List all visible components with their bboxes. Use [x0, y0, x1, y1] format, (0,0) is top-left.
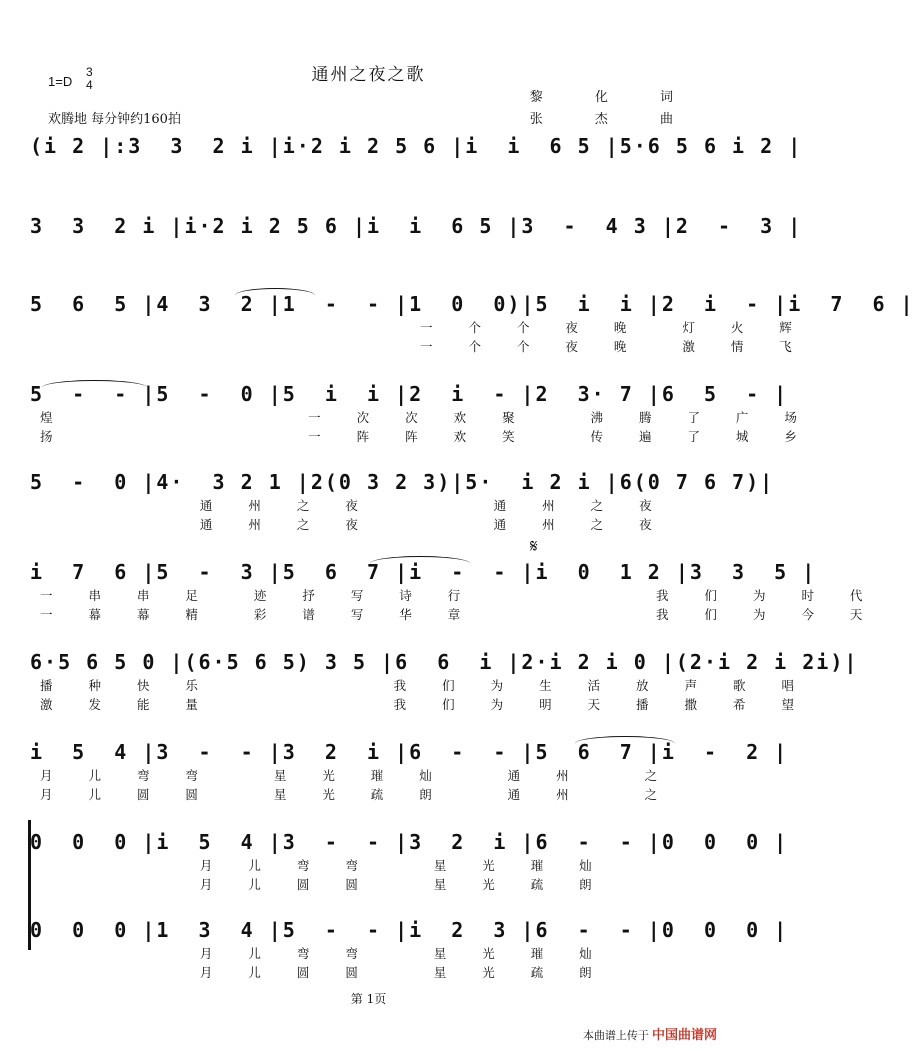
segno-icon: 𝄋	[530, 536, 538, 557]
tie-mark	[370, 556, 470, 571]
notation-notes: 0 0 0 |1 3 4 |5 - - |i 2 3 |6 - - |0 0 0 |	[30, 918, 789, 942]
tempo-marking: 欢腾地 每分钟约160拍	[48, 112, 181, 127]
lyrics-verse-1: 月 儿 弯 弯 星 光 璀 灿	[140, 858, 608, 873]
lyrics-verse-2: 扬 一 阵 阵 欢 笑 传 遍 了 城 乡	[40, 429, 813, 444]
notation-notes: (i 2 |:3 3 2 i |i·2 i 2 5 6 |i i 6 5 |5·6 5 6 i 2 |	[30, 134, 803, 158]
meter-top: 3	[86, 65, 93, 79]
lyrics-verse-2: 月 儿 圆 圆 星 光 疏 朗	[140, 965, 608, 980]
time-signature	[86, 66, 93, 92]
lyricist-credit: 黎 化 词	[529, 90, 697, 105]
notation-line	[30, 830, 789, 892]
tie-mark	[235, 288, 315, 303]
lyrics-verse-1: 月 儿 弯 弯 星 光 璀 灿	[140, 946, 608, 961]
notation-notes: 5 - 0 |4· 3 2 1 |2(0 3 2 3)|5· i 2 i |6(0 7 6 7)|	[30, 470, 775, 494]
tie-mark	[575, 736, 675, 751]
key-signature: 1=D	[48, 74, 73, 89]
notation-line	[30, 650, 859, 712]
lyrics-verse-2: 月 儿 圆 圆 星 光 疏 朗	[140, 877, 608, 892]
upload-note	[583, 1024, 717, 1043]
notation-line	[30, 134, 803, 174]
lyrics-verse-2: 一 个 个 夜 晚 激 情 飞	[420, 339, 808, 354]
notation-line	[30, 560, 879, 622]
composer-credit: 张 杰 曲	[529, 112, 697, 127]
lyrics-verse-1: 一 个 个 夜 晚 灯 火 辉	[420, 320, 808, 335]
lyrics-verse-2: 月 儿 圆 圆 星 光 疏 朗 通 州 之	[40, 787, 674, 802]
notation-notes: 6·5 6 5 0 |(6·5 6 5) 3 5 |6 6 i |2·i 2 i 0 |(2·i 2 i 2i)|	[30, 650, 859, 674]
lyrics-verse-2: 一 幕 幕 精 彩 谱 写 华 章 我 们 为 今 天	[40, 607, 879, 622]
notation-notes: 0 0 0 |i 5 4 |3 - - |3 2 i |6 - - |0 0 0 |	[30, 830, 789, 854]
notation-line	[30, 470, 775, 532]
tie-mark	[42, 380, 147, 395]
notation-line	[30, 292, 915, 354]
page-number: 第 1页	[350, 992, 387, 1006]
song-title: 通州之夜之歌	[311, 65, 426, 85]
lyrics-verse-1: 播 种 快 乐 我 们 为 生 活 放 声 歌 唱	[40, 678, 810, 693]
notation-notes: i 7 6 |5 - 3 |5 6 7 |i - - |i 0 1 2 |3 3 5 |	[30, 560, 817, 584]
notation-notes: 3 3 2 i |i·2 i 2 5 6 |i i 6 5 |3 - 4 3 |2 - 3 |	[30, 214, 803, 238]
lyrics-verse-1: 通 州 之 夜 通 州 之 夜	[140, 498, 668, 513]
notation-line	[30, 918, 789, 980]
lyrics-verse-2: 通 州 之 夜 通 州 之 夜	[140, 517, 668, 532]
meter-bottom: 4	[86, 78, 93, 92]
site-logo[interactable]: 中国曲谱网	[651, 1027, 717, 1042]
notation-notes: 5 6 5 |4 3 2 |1 - - |1 0 0)|5 i i |2 i - |i 7 6 |	[30, 292, 915, 316]
notation-notes: 5 - - |5 - 0 |5 i i |2 i - |2 3· 7 |6 5 - |	[30, 382, 789, 406]
notation-notes: i 5 4 |3 - - |3 2 i |6 - - |5 6 7 |i - 2 |	[30, 740, 789, 764]
lyrics-verse-1: 月 儿 弯 弯 星 光 璀 灿 通 州 之	[40, 768, 674, 783]
upload-note-text: 本曲谱上传于	[582, 1030, 649, 1042]
lyrics-verse-1: 一 串 串 足 迹 抒 写 诗 行 我 们 为 时 代	[40, 588, 879, 603]
lyrics-verse-2: 激 发 能 量 我 们 为 明 天 播 撒 希 望	[40, 697, 810, 712]
lyrics-verse-1: 煌 一 次 次 欢 聚 沸 腾 了 广 场	[40, 410, 813, 425]
notation-line	[30, 214, 803, 254]
